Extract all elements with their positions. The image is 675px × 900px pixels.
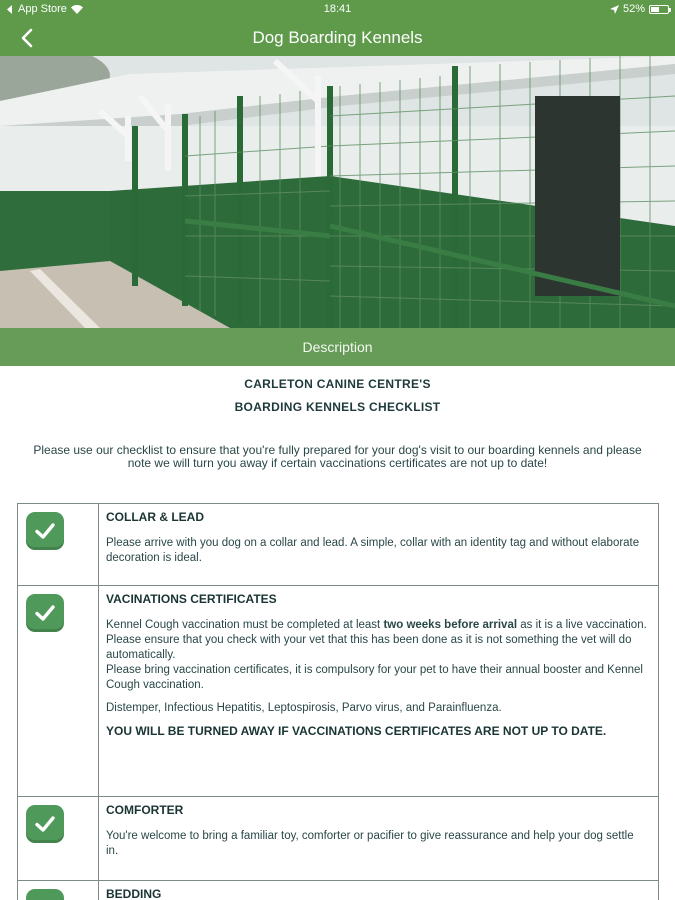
checkmark-icon <box>26 805 64 843</box>
location-icon <box>610 5 619 14</box>
nav-bar <box>0 20 675 56</box>
kennel-illustration <box>0 56 675 328</box>
page-title: Dog Boarding Kennels <box>252 28 423 47</box>
item-title: COLLAR & LEAD <box>106 510 204 524</box>
checklist-row-collar <box>18 504 659 586</box>
vaccination-warning: YOU WILL BE TURNED AWAY IF VACCINATIONS CERTIFICATES ARE NOT UP TO DATE. <box>106 724 607 738</box>
checklist-heading-line1: CARLETON CANINE CENTRE'S <box>244 377 431 391</box>
checklist-table <box>17 503 659 900</box>
checklist-heading-line2: BOARDING KENNELS CHECKLIST <box>234 400 441 414</box>
item-text-p3: Distemper, Infectious Hepatitis, Leptospirosis, Parvo virus, and Parainfluenza. <box>106 702 502 714</box>
description-tab[interactable]: Description <box>0 328 675 366</box>
item-title: VACINATIONS CERTIFICATES <box>106 592 277 606</box>
item-text: Please arrive with you dog on a collar and lead. A simple, collar with an identity tag and without elaborate decoration is ideal. <box>106 537 640 564</box>
item-text <box>106 618 648 663</box>
status-right <box>610 3 669 15</box>
battery-icon <box>649 5 669 14</box>
item-text-p2: Please bring vaccination certificates, it is compulsory for your pet to have their annual booster and Kennel Cough vaccination. <box>106 664 643 691</box>
checkmark-icon <box>26 512 64 550</box>
checklist-row-bedding <box>18 881 659 900</box>
item-text-start: Kennel Cough vaccination must be completed at least <box>106 619 384 631</box>
checklist-row-vaccinations <box>18 586 659 797</box>
item-text-bold: two weeks before arrival <box>383 619 518 631</box>
kennel-photo <box>0 56 675 328</box>
checkmark-icon <box>26 594 64 632</box>
checkmark-icon <box>26 889 64 900</box>
intro-text: Please use our checklist to ensure that you're fully prepared for your dog's visit to our boarding kennels and please note we will turn you away if certain vaccinations certificates are not up to date! <box>33 443 642 470</box>
battery-level <box>651 7 659 12</box>
carrier-label: App Store <box>18 3 67 15</box>
battery-percent: 52% <box>622 3 645 15</box>
item-text-end: as it is a live vaccination. Please ensure that you check with your vet that this has been done as it is not something the vet will do automatically. <box>106 619 647 661</box>
checklist-row-comforter <box>18 797 659 881</box>
checklist-icon-cell <box>18 881 99 900</box>
item-title: COMFORTER <box>106 803 184 817</box>
description-content <box>0 366 675 900</box>
item-title: BEDDING <box>106 887 162 900</box>
status-bar <box>0 0 675 20</box>
item-text: You're welcome to bring a familiar toy, comforter or pacifier to give reassurance and help your dog settle in. <box>106 830 634 857</box>
checklist-text-cell <box>99 504 659 586</box>
checklist-text-cell <box>99 797 659 881</box>
checklist-text-cell <box>99 586 659 797</box>
checklist-icon-cell <box>18 504 99 586</box>
checklist-icon-cell <box>18 586 99 797</box>
checklist-icon-cell <box>18 797 99 881</box>
status-time: 18:41 <box>323 3 352 15</box>
checklist-text-cell <box>99 881 659 900</box>
